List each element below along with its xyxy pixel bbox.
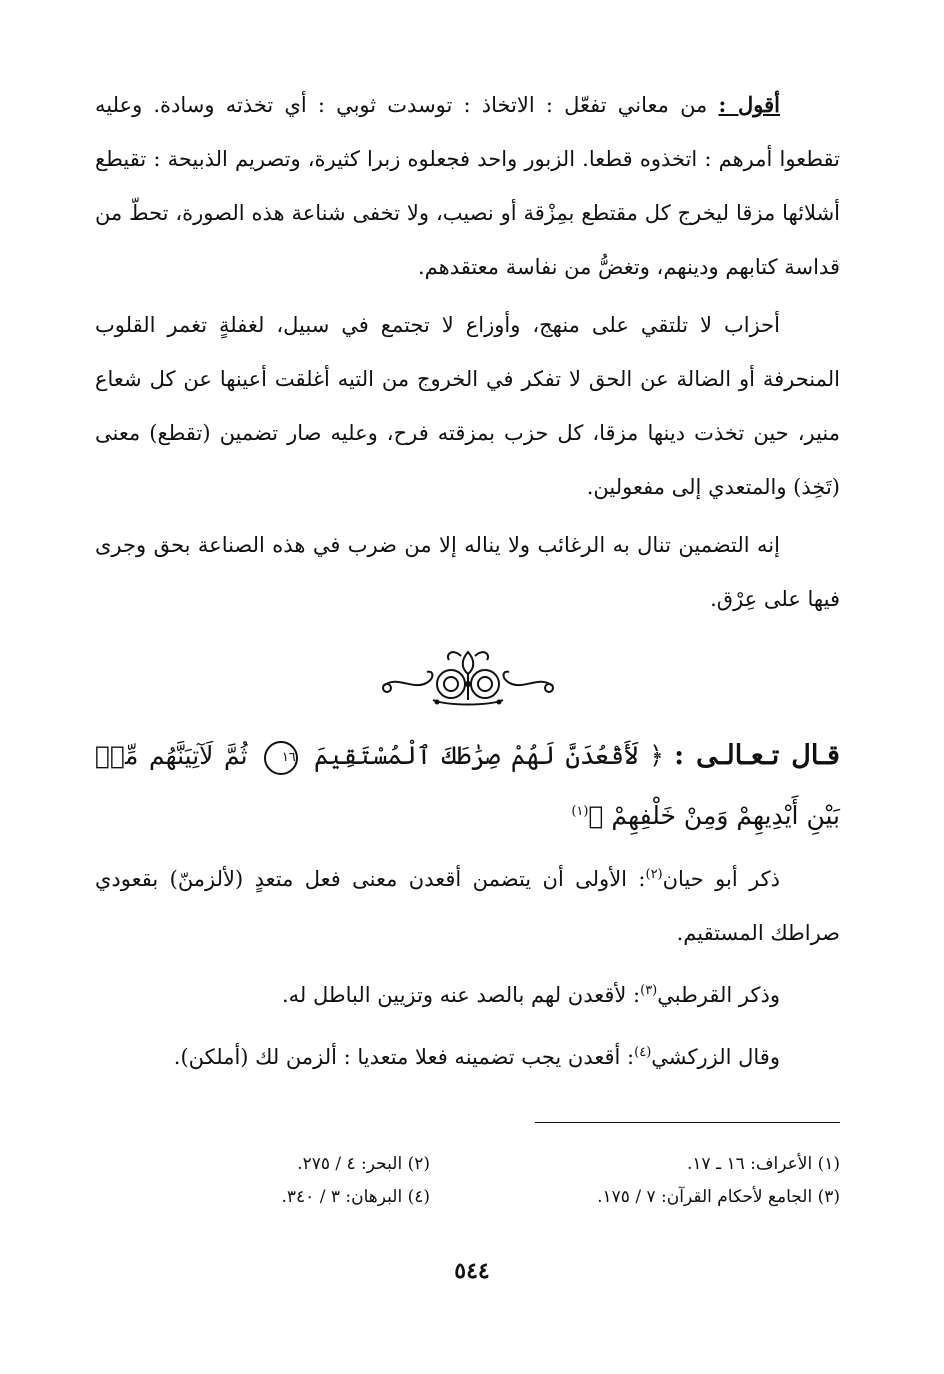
- verse-label: قـال تـعـالـى :: [674, 740, 840, 771]
- paragraph-5: [95, 964, 840, 1022]
- paragraph-5-text-b: : لأقعدن لهم بالصد عنه وتزيين الباطل له.: [282, 983, 641, 1007]
- footnote-ref-4: (٤): [634, 1045, 652, 1060]
- page-body: [95, 78, 840, 1084]
- footnote-2: (٢) البحر: ٤ / ٢٧٥.: [297, 1154, 430, 1174]
- footnote-4: (٤) البرهان: ٣ / ٣٤٠.: [281, 1187, 430, 1207]
- lead-word: أقول :: [718, 92, 780, 117]
- footnote-3: (٣) الجامع لأحكام القرآن: ٧ / ١٧٥.: [597, 1187, 840, 1207]
- footnote-ref-1: (١): [571, 804, 589, 819]
- paragraph-1-text: من معاني تفعّل : الاتخاذ : توسدت ثوبي : أي تخذته وسادة. وعليه تقطعوا أمرهم : اتخذوه قطعا. الزبور واحد فجعلوه زبرا كثيرة، وتصريم الذبيحة : تقيطع أشلائها مزقا ليخرج كل مقتطع بمِزْقة أو نصيب، ولا تخفى شناعة هذه الصورة، تحطّ من قداسة كتابهم ودينهم، وتغضُّ من نفاسة معتقدهم.: [95, 93, 840, 279]
- verse-text-a: ﴿ لَأَقْعُدَنَّ لَهُمْ صِرَٰطَكَ ٱلْمُسْتَقِيمَ: [314, 741, 664, 770]
- paragraph-2: أحزاب لا تلتقي على منهج، وأوزاع لا تجتمع في سبيل، لغفلةٍ تغمر القلوب المنحرفة أو الضالة عن الحق لا تفكر في الخروج من التيه أغلقت أعينها عن كل شعاع منير، حين تخذت دينها مزقا، كل حزب بمزقته فرح، وعليه صار تضمين (تقطع) معنى (تَخِذ) والمتعدي إلى مفعولين.: [95, 313, 840, 499]
- paragraph-6-text-a: وقال الزركشي: [651, 1045, 780, 1069]
- paragraph-5-text-a: وذكر القرطبي: [657, 983, 780, 1007]
- paragraph-3: إنه التضمين تنال به الرغائب ولا يناله إلا من ضرب في هذه الصناعة بحق وجرى فيها على عِرْق.: [95, 533, 840, 611]
- footnote-ref-2: (٢): [645, 867, 663, 882]
- footnote-1: (١) الأعراف: ١٦ ـ ١٧.: [687, 1154, 840, 1174]
- ornament-divider-icon: [373, 644, 563, 714]
- footnotes: [95, 1148, 840, 1214]
- paragraph-4-text-a: ذكر أبو حيان: [662, 867, 780, 891]
- paragraph-4: [95, 848, 840, 960]
- verse-text-b: ثُمَّ لَآتِيَنَّهُم مِّنۢ بَيْنِ أَيْدِيهِمْ وَمِنْ خَلْفِهِمْ ﴾: [95, 741, 840, 830]
- page-number: ٥٤٤: [454, 1258, 490, 1284]
- footnote-row: [95, 1181, 840, 1214]
- paragraph-6: [95, 1026, 840, 1084]
- quran-verse: [95, 728, 840, 844]
- ayah-number-icon: ١٦: [264, 741, 298, 775]
- paragraph-4-text-b: : الأولى أن يتضمن أقعدن معنى فعل متعدٍ (لألزمنّ) بقعودي صراطك المستقيم.: [95, 867, 840, 945]
- footnote-separator: [535, 1122, 840, 1123]
- paragraph-1: [95, 78, 840, 294]
- footnote-ref-3: (٣): [640, 983, 658, 998]
- paragraph-6-text-b: : أقعدن يجب تضمينه فعلا متعديا : ألزمن لك (أملكن).: [173, 1045, 635, 1069]
- footnote-row: [95, 1148, 840, 1181]
